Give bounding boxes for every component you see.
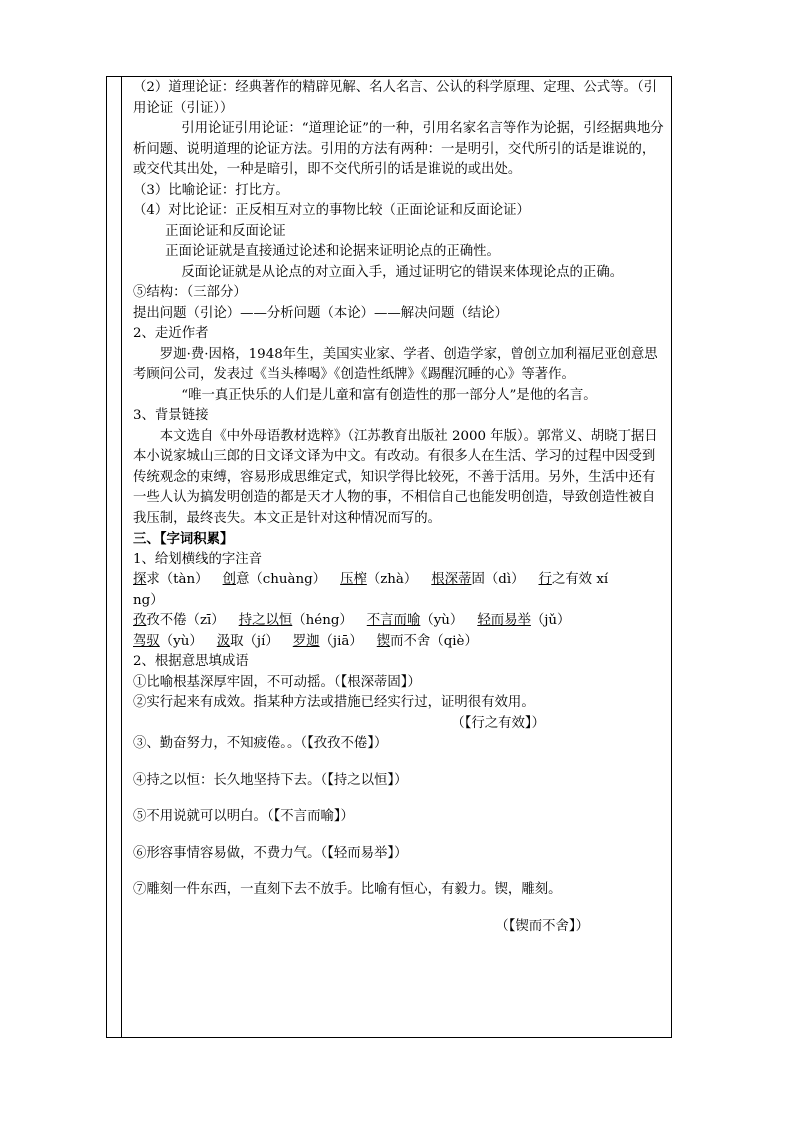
pinyin-text: 之有效 xí: [551, 572, 609, 587]
section-heading: 2、走近作者: [133, 326, 209, 341]
idiom-item: ⑤不用说就可以明白。（【不言而喻】）: [133, 809, 354, 824]
pinyin-item: [367, 613, 464, 628]
paragraph: 本文选自《中外母语教材选粹》（江苏教育出版社 2000 年版）。郭常义、胡晓丁据日本小说家城山三郎的日文译文译为中文。有改动。有很多人在生活、学习的过程中因受到传统观念的束缚，容易形成思维定式，知识学得比较死，不善于活用。另外，生活中还有一些人认为搞发明创造的都是天才人物的事，不相信自己也能发明创造，导致创造性被自我压制，最终丧失。本文正是针对这种情况而写的。: [133, 428, 658, 526]
underlined-char: 根深蒂: [431, 572, 472, 587]
pinyin-item: [477, 613, 570, 628]
paragraph: （3）比喻论证：打比方。: [133, 182, 289, 198]
pinyin-item: [293, 634, 363, 649]
pinyin-row: [133, 611, 665, 632]
paragraph: （2）道理论证：经典著作的精辟见解、名人名言、公认的科学原理、定理、公式等。（引用论证（引证））: [133, 80, 658, 116]
pinyin-row-continued: ng）: [133, 592, 164, 608]
idiom-item: ⑦雕刻一件东西，一直刻下去不放手。比喻有恒心，有毅力。锲，雕刻。: [133, 882, 562, 897]
table-column-divider: [121, 76, 122, 1038]
pinyin-text: 而不舍（qiè）: [390, 633, 478, 649]
idiom-item: ①比喻根基深厚牢固，不可动摇。（【根深蒂固】）: [133, 674, 421, 690]
pinyin-item: [223, 572, 327, 587]
pinyin-item: [133, 613, 225, 628]
idiom-item: ③、勤奋努力，不知疲倦。。（【孜孜不倦】）: [133, 736, 388, 751]
pinyin-text: （zhà）: [366, 572, 418, 587]
section-heading: 三、【字词积累】: [133, 531, 234, 547]
idiom-item: ④持之以恒：长久地坚持下去。（【持之以恒】）: [133, 772, 408, 788]
pinyin-item: [133, 634, 203, 649]
paragraph: 1、给划横线的字注音: [133, 551, 263, 567]
pinyin-item: [539, 572, 609, 587]
pinyin-text: 意（chuàng）: [235, 572, 327, 587]
underlined-char: 罗迦: [292, 633, 320, 649]
paragraph: “唯一真正快乐的人们是儿童和富有创造性的那一部分人”是他的名言。: [181, 387, 597, 403]
paragraph: 正面论证和反面论证: [165, 223, 286, 239]
pinyin-row: [133, 570, 665, 591]
pinyin-text: （yù）: [420, 613, 464, 628]
underlined-char: 创: [222, 572, 236, 587]
underlined-char: 探: [133, 572, 147, 587]
idiom-answer: （【行之有效】）: [451, 715, 545, 731]
underlined-char: 轻而易举: [477, 613, 531, 628]
pinyin-item: [217, 634, 279, 649]
paragraph: 正面论证就是直接通过论述和论据来证明论点的正确性。: [165, 244, 500, 259]
idiom-answer: （【锲而不舍】）: [495, 918, 589, 934]
underlined-char: 锲: [376, 633, 391, 649]
document-body: [133, 78, 665, 937]
paragraph: 反面论证就是从论点的对立面入手，通过证明它的错误来体现论点的正确。: [181, 264, 624, 280]
paragraph: 提出问题（引论）——分析问题（本论）——解决问题（结论）: [133, 305, 508, 321]
idiom-item: ⑥形容事情容易做，不费力气。（【轻而易举】）: [133, 845, 408, 861]
pinyin-row: [133, 632, 665, 653]
pinyin-text: （jǔ）: [530, 613, 571, 628]
section-heading: 3、背景链接: [133, 408, 209, 423]
pinyin-item: [133, 572, 209, 587]
pinyin-item: [239, 613, 353, 628]
paragraph: （4）对比论证：正反相互对立的事物比较（正面论证和反面论证）: [133, 203, 530, 218]
underlined-char: 汲: [216, 633, 231, 649]
pinyin-item: [377, 634, 478, 649]
underlined-char: 持之以恒: [238, 613, 293, 628]
underlined-char: 孜: [133, 613, 147, 628]
pinyin-text: 孜不倦（zī）: [146, 613, 225, 628]
pinyin-item: [340, 572, 417, 587]
pinyin-text: （yù）: [159, 633, 203, 649]
paragraph: 引用论证引用论证：“道理论证”的一种，引用名家名言等作为论据，引经据典地分析问题、说明道理的论证方法。引用的方法有两种：一是明引，交代所引的话是谁说的，或交代其出处，一种是暗引，即不交代所引的话是谁说的或出处。: [133, 121, 664, 177]
pinyin-text: 求（tàn）: [146, 572, 209, 587]
pinyin-item: [431, 572, 524, 587]
underlined-char: 驾驭: [133, 633, 160, 649]
underlined-char: 压榨: [340, 572, 367, 587]
pinyin-text: （héng）: [292, 613, 353, 628]
underlined-char: 不言而喻: [366, 613, 421, 628]
pinyin-text: （jiā）: [319, 633, 363, 649]
idiom-item: ②实行起来有成效。指某种方法或措施已经实行过，证明很有效用。: [133, 695, 535, 710]
underlined-char: 行: [538, 572, 552, 587]
pinyin-text: 取（jí）: [230, 633, 279, 649]
paragraph: ⑤结构：（三部分）: [133, 285, 247, 300]
paragraph: 罗迦·费·因格，1948年生，美国实业家、学者、创造学家，曾创立加利福尼亚创意思考顾问公司，发表过《当头棒喝》《创造性纸牌》《踢醒沉睡的心》等著作。: [133, 346, 658, 382]
pinyin-text: 固（dì）: [471, 572, 525, 587]
section-heading: 2、根据意思填成语: [133, 654, 249, 669]
